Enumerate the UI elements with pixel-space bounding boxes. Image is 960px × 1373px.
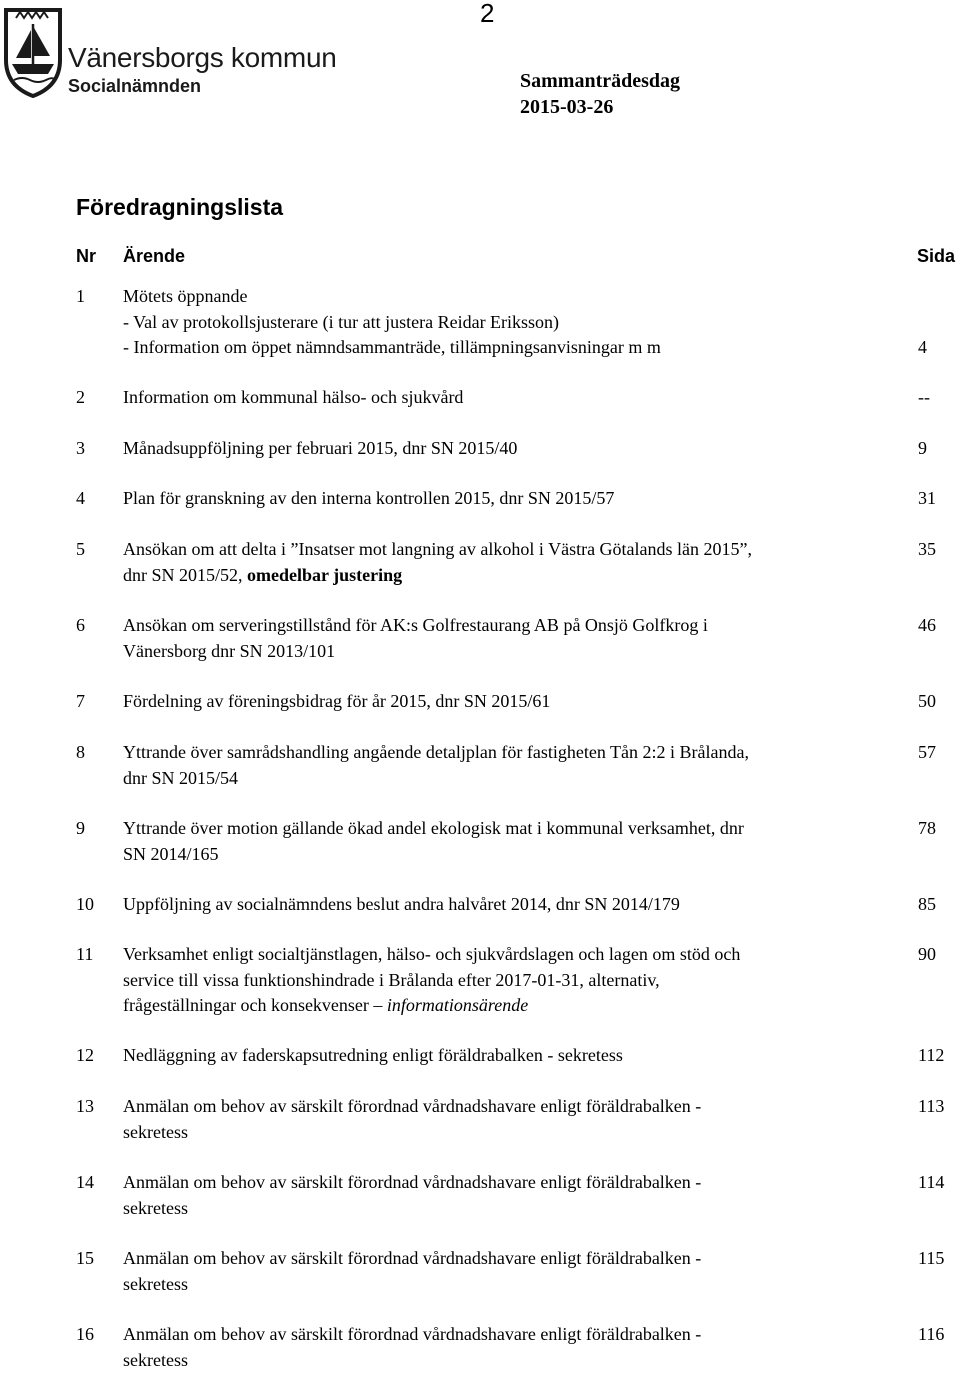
agenda-item-number: 6: [76, 613, 85, 639]
agenda-item-page: 112: [918, 1043, 944, 1069]
agenda-item-line: Anmälan om behov av särskilt förordnad vårdnadshavare enligt föräldrabalken -: [123, 1094, 903, 1120]
org-name: Vänersborgs kommun: [68, 42, 337, 74]
agenda-item-text: [123, 1322, 903, 1373]
agenda-item-emphasis: omedelbar justering: [247, 565, 402, 585]
agenda-item-number: 4: [76, 486, 85, 512]
agenda-item-line: Fördelning av föreningsbidrag för år 2015, dnr SN 2015/61: [123, 689, 903, 715]
meeting-date: 2015-03-26: [520, 96, 613, 119]
agenda-item-number: 14: [76, 1170, 94, 1196]
agenda-item-line: dnr SN 2015/54: [123, 766, 903, 792]
agenda-item-line: Anmälan om behov av särskilt förordnad vårdnadshavare enligt föräldrabalken -: [123, 1246, 903, 1272]
agenda-item-line: - Val av protokollsjusterare (i tur att justera Reidar Eriksson): [123, 310, 903, 336]
agenda-item-page: 116: [918, 1322, 944, 1348]
agenda-item-line: sekretess: [123, 1272, 903, 1298]
agenda-item-number: 5: [76, 537, 85, 563]
agenda-item-line: dnr SN 2015/52, omedelbar justering: [123, 563, 903, 589]
agenda-item-line: - Information om öppet nämndsammanträde, tillämpningsanvisningar m m: [123, 335, 903, 361]
agenda-item-line: Plan för granskning av den interna kontrollen 2015, dnr SN 2015/57: [123, 486, 903, 512]
agenda-item-text: [123, 816, 903, 867]
agenda-item-text: [123, 385, 903, 411]
agenda-item-line: Uppföljning av socialnämndens beslut andra halvåret 2014, dnr SN 2014/179: [123, 892, 903, 918]
agenda-item-page: 57: [918, 740, 936, 766]
agenda-item-line: sekretess: [123, 1348, 903, 1373]
agenda-item-line: sekretess: [123, 1120, 903, 1146]
agenda-item-number: 11: [76, 942, 93, 968]
agenda-item-line: Månadsuppföljning per februari 2015, dnr SN 2015/40: [123, 436, 903, 462]
column-header-item: Ärende: [123, 246, 185, 267]
agenda-item-number: 9: [76, 816, 85, 842]
agenda-item-text: [123, 537, 903, 588]
agenda-item-number: 12: [76, 1043, 94, 1069]
column-header-nr: Nr: [76, 246, 96, 267]
agenda-item-page: 78: [918, 816, 936, 842]
agenda-item-line: service till vissa funktionshindrade i Brålanda efter 2017-01-31, alternativ,: [123, 968, 903, 994]
agenda-item-number: 1: [76, 284, 85, 310]
agenda-item-line: Ansökan om serveringstillstånd för AK:s Golfrestaurang AB på Onsjö Golfkrog i: [123, 613, 903, 639]
agenda-item-line: frågeställningar och konsekvenser – informationsärende: [123, 993, 903, 1019]
agenda-item-number: 3: [76, 436, 85, 462]
agenda-item-text: [123, 436, 903, 462]
agenda-item-text: [123, 942, 903, 1019]
agenda-item-text: [123, 1246, 903, 1297]
agenda-item-emphasis: informationsärende: [387, 995, 528, 1015]
agenda-item-page: 35: [918, 537, 936, 563]
page-number: 2: [480, 0, 494, 29]
agenda-item-page: --: [918, 385, 930, 411]
agenda-item-line: Ansökan om att delta i ”Insatser mot langning av alkohol i Västra Götalands län 2015”,: [123, 537, 903, 563]
agenda-item-text: [123, 1043, 903, 1069]
agenda-item-number: 13: [76, 1094, 94, 1120]
agenda-item-text: [123, 892, 903, 918]
coat-of-arms-icon: [2, 6, 64, 98]
agenda-item-page: 115: [918, 1246, 944, 1272]
agenda-item-text: [123, 1094, 903, 1145]
agenda-item-line: Mötets öppnande: [123, 284, 903, 310]
agenda-item-number: 8: [76, 740, 85, 766]
agenda-item-line: Yttrande över motion gällande ökad andel ekologisk mat i kommunal verksamhet, dnr: [123, 816, 903, 842]
agenda-item-text: [123, 1170, 903, 1221]
agenda-item-line: Yttrande över samrådshandling angående detaljplan för fastigheten Tån 2:2 i Brålanda,: [123, 740, 903, 766]
agenda-item-number: 10: [76, 892, 94, 918]
agenda-item-page: 50: [918, 689, 936, 715]
agenda-item-text: [123, 284, 903, 361]
agenda-item-line: Anmälan om behov av särskilt förordnad vårdnadshavare enligt föräldrabalken -: [123, 1170, 903, 1196]
agenda-item-page: 90: [918, 942, 936, 968]
agenda-item-page: 113: [918, 1094, 944, 1120]
document-title: Föredragningslista: [76, 194, 283, 221]
agenda-item-line: Vänersborg dnr SN 2013/101: [123, 639, 903, 665]
agenda-item-line: sekretess: [123, 1196, 903, 1222]
agenda-item-page: 85: [918, 892, 936, 918]
agenda-item-line: Anmälan om behov av särskilt förordnad vårdnadshavare enligt föräldrabalken -: [123, 1322, 903, 1348]
meeting-label: Sammanträdesdag: [520, 70, 680, 93]
municipality-logo: [2, 6, 342, 102]
agenda-item-number: 15: [76, 1246, 94, 1272]
agenda-item-page: 46: [918, 613, 936, 639]
agenda-item-line: Information om kommunal hälso- och sjukvård: [123, 385, 903, 411]
agenda-item-line: Verksamhet enligt socialtjänstlagen, hälso- och sjukvårdslagen och lagen om stöd och: [123, 942, 903, 968]
agenda-item-line: Nedläggning av faderskapsutredning enligt föräldrabalken - sekretess: [123, 1043, 903, 1069]
agenda-item-number: 16: [76, 1322, 94, 1348]
agenda-item-line: SN 2014/165: [123, 842, 903, 868]
agenda-item-page: 31: [918, 486, 936, 512]
agenda-item-number: 7: [76, 689, 85, 715]
agenda-item-number: 2: [76, 385, 85, 411]
agenda-item-page: 9: [918, 436, 927, 462]
org-unit: Socialnämnden: [68, 76, 201, 97]
agenda-item-text: [123, 613, 903, 664]
column-header-page: Sida: [917, 246, 955, 267]
agenda-item-page: 114: [918, 1170, 944, 1196]
agenda-item-text: [123, 486, 903, 512]
agenda-item-text: [123, 740, 903, 791]
agenda-item-page: 4: [918, 335, 927, 361]
agenda-item-text: [123, 689, 903, 715]
